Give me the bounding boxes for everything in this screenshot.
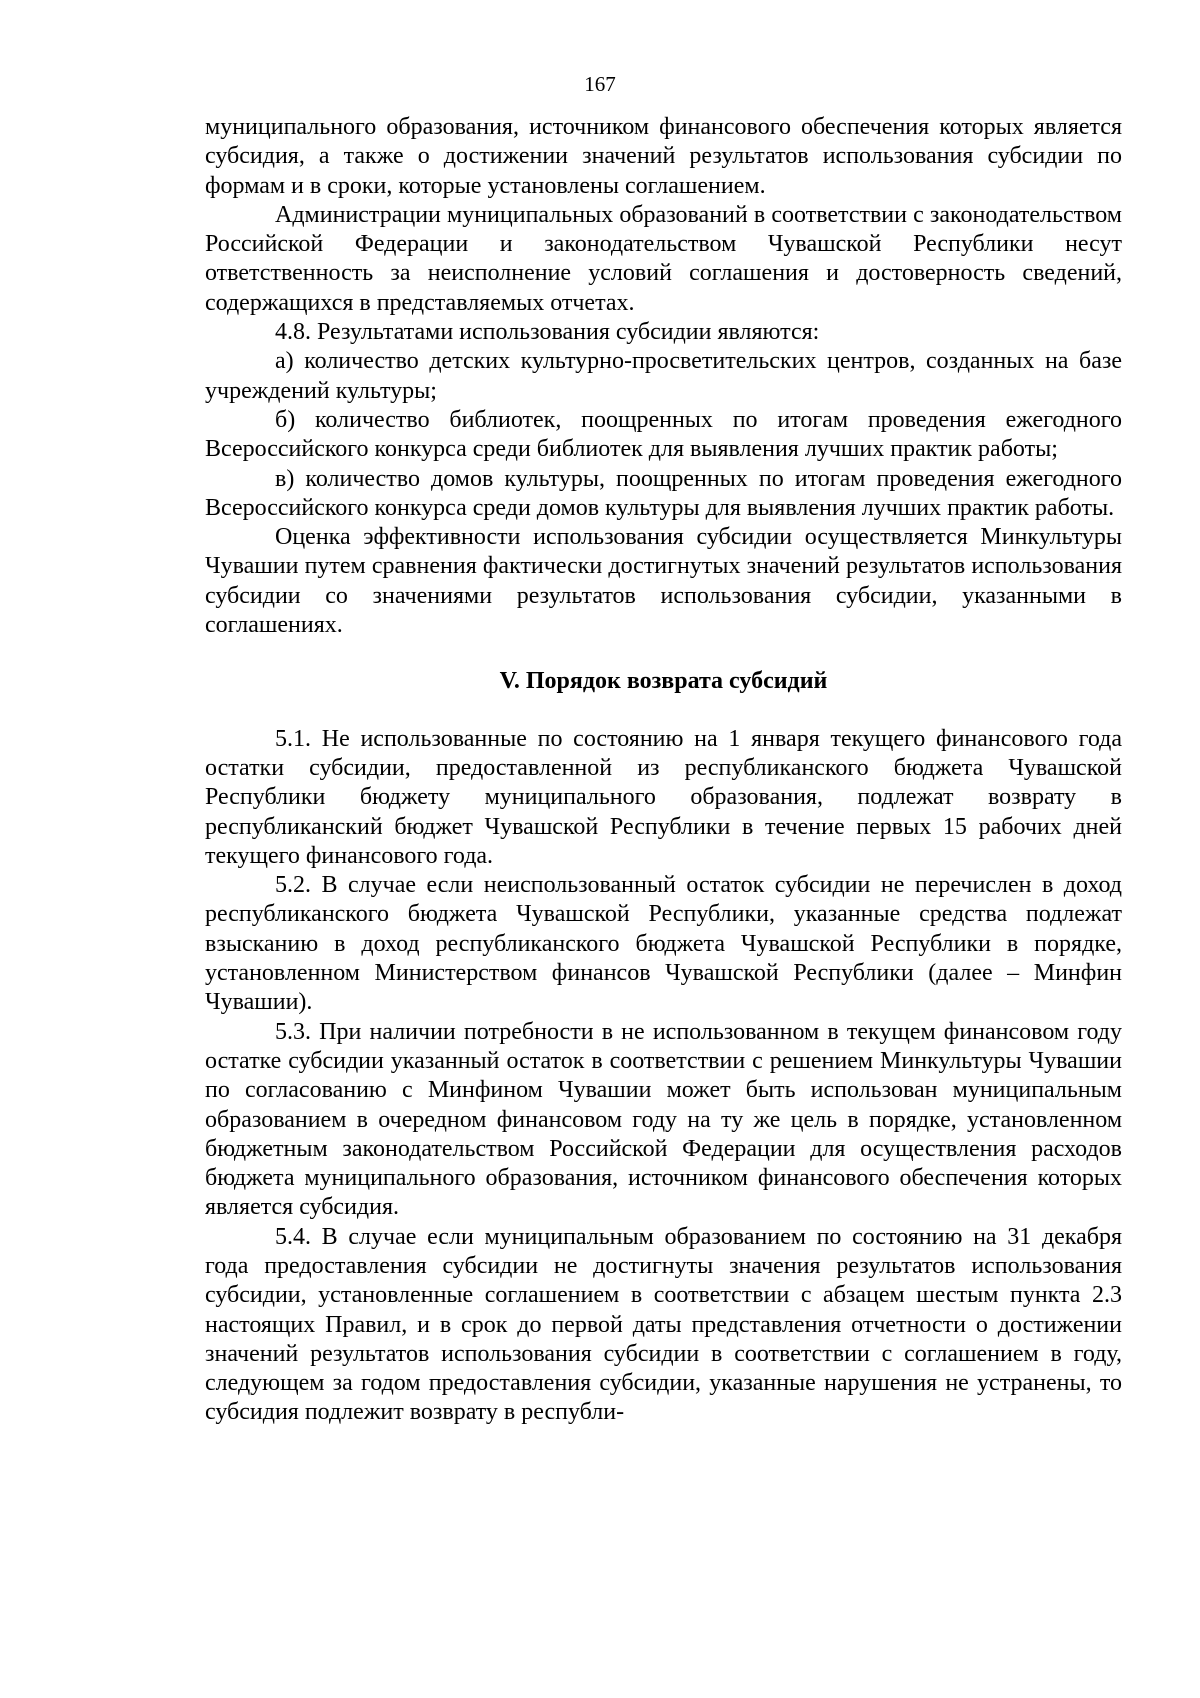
paragraph: Администрации муниципальных образований в соответствии с законодательством Российской Федерации и законодательством Чувашской Республики несут ответственность за неисполнение условий соглашения и достоверность сведений, содержащихся в представляемых отчетах. — [205, 201, 1122, 316]
paragraph: 5.3. При наличии потребности в не использованном в текущем финансовом году остатке субсидии указанный остаток в соответствии с решением Минкультуры Чувашии по согласованию с Минфином Чувашии может быть использован муниципальным образованием в очередном финансовом году на ту же цель в порядке, установленном бюджетным законодательством Российской Федерации для осуществления расходов бюджета муниципального образования, источником финансового обеспечения которых является субсидия. — [205, 1018, 1122, 1221]
paragraph: муниципального образования, источником финансового обеспечения которых является субсидия, а также о достижении значений результатов использования субсидии по формам и в сроки, которые установлены соглашением. — [205, 114, 1122, 199]
list-item: а) количество детских культурно-просветительских центров, созданных на базе учреждений культуры; — [205, 348, 1122, 404]
list-item: б) количество библиотек, поощренных по итогам проведения ежегодного Всероссийского конкурса среди библиотек для выявления лучших практик работы; — [205, 406, 1122, 463]
list-item: в) количество домов культуры, поощренных по итогам проведения ежегодного Всероссийского конкурса среди домов культуры для выявления лучших практик работы. — [205, 465, 1122, 521]
paragraph: 5.4. В случае если муниципальным образованием по состоянию на 31 декабря года предоставления субсидии не достигнуты значения результатов использования субсидии, установленные соглашением в соответствии с абзацем шестым пункта 2.3 настоящих Правил, и в срок до первой даты представления отчетности о достижении значений результатов использования субсидии в соответствии с соглашением в году, следующем за годом предоставления субсидии, указанные нарушения не устранены, то субсидия подлежит возврату в республи- — [205, 1223, 1122, 1426]
document-body — [205, 113, 1122, 1428]
paragraph: 5.1. Не использованные по состоянию на 1 января текущего финансового года остатки субсидии, предоставленной из республиканского бюджета Чувашской Республики бюджету муниципального образования, подлежат возврату в республиканский бюджет Чувашской Республики в течение первых 15 рабочих дней текущего финансового года. — [205, 725, 1122, 869]
section-heading: V. Порядок возврата субсидий — [499, 668, 828, 695]
page-number: 167 — [584, 72, 616, 96]
paragraph: 4.8. Результатами использования субсидии являются: — [275, 319, 820, 346]
paragraph: 5.2. В случае если неиспользованный остаток субсидии не перечислен в доход республиканского бюджета Чувашской Республики, указанные средства подлежат взысканию в доход республиканского бюджета Чувашской Республики в порядке, установленном Министерством финансов Чувашской Республики (далее – Минфин Чувашии). — [205, 872, 1122, 1016]
paragraph: Оценка эффективности использования субсидии осуществляется Минкультуры Чувашии путем сравнения фактически достигнутых значений результатов использования субсидии со значениями результатов использования субсидии, указанными в соглашениях. — [205, 524, 1122, 639]
